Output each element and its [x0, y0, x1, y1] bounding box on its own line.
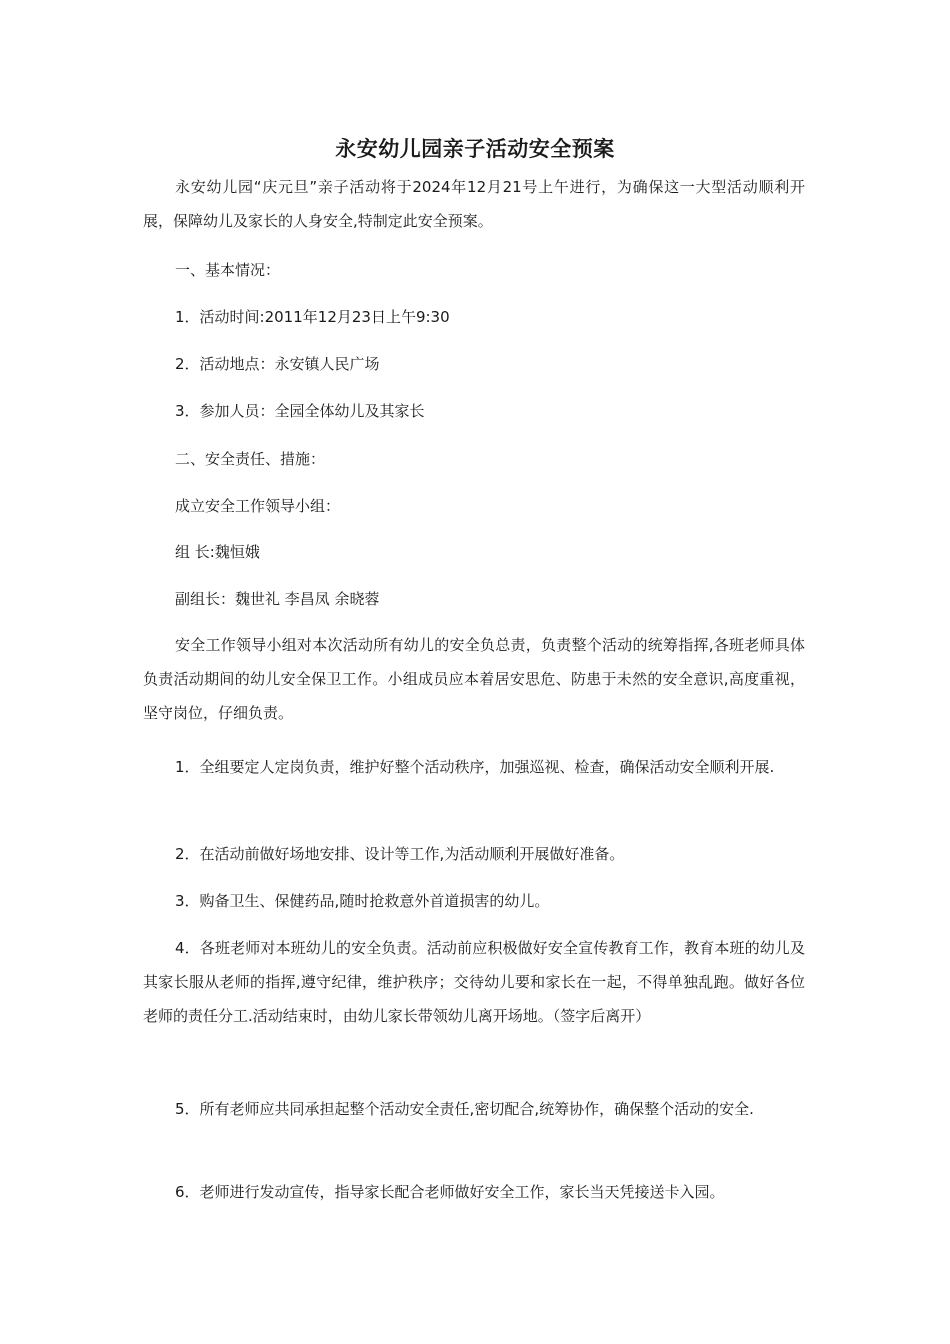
- measure-item-3: 3．购备卫生、保健药品,随时抢救意外首道损害的幼儿。: [175, 892, 550, 910]
- intro-paragraph: 永安幼儿园“庆元旦”亲子活动将于2024年12月21号上午进行，为确保这一大型活动顺利开展，保障幼儿及家长的人身安全,特制定此安全预案。: [143, 178, 805, 230]
- group-vice-leaders: 副组长：魏世礼 李昌凤 余晓蓉: [175, 590, 380, 608]
- basic-item-time: 1．活动时间:2011年12月23日上午9:30: [175, 308, 450, 326]
- measure-item-5: 5．所有老师应共同承担起整个活动安全责任,密切配合,统筹协作，确保整个活动的安全.: [175, 1100, 754, 1118]
- measure-item-6: 6．老师进行发动宣传，指导家长配合老师做好安全工作，家长当天凭接送卡入园。: [175, 1183, 725, 1201]
- basic-item-participants: 3．参加人员：全园全体幼儿及其家长: [175, 402, 425, 420]
- measure-item-1: 1．全组要定人定岗负责，维护好整个活动秩序，加强巡视、检查，确保活动安全顺利开展.: [175, 758, 775, 776]
- group-leader: 组 长:魏恒娥: [175, 543, 260, 561]
- basic-item-location: 2．活动地点：永安镇人民广场: [175, 355, 380, 373]
- section-heading-basic: 一、基本情况：: [175, 261, 281, 279]
- group-heading: 成立安全工作领导小组：: [175, 497, 341, 515]
- responsibility-paragraph: 安全工作领导小组对本次活动所有幼儿的安全负总责，负责整个活动的统筹指挥,各班老师具体负责活动期间的幼儿安全保卫工作。小组成员应本着居安思危、防患于未然的安全意识,高度重视，坚守岗位，仔细负责。: [143, 636, 805, 722]
- document-title: 永安幼儿园亲子活动安全预案: [335, 137, 615, 161]
- section-heading-safety: 二、安全责任、措施：: [175, 450, 326, 468]
- measure-item-2: 2．在活动前做好场地安排、设计等工作,为活动顺利开展做好准备。: [175, 845, 625, 863]
- measure-item-4: 4．各班老师对本班幼儿的安全负责。活动前应积极做好安全宣传教育工作，教育本班的幼儿及其家长服从老师的指挥,遵守纪律，维护秩序；交待幼儿要和家长在一起，不得单独乱跑。做好各位老师的责任分工.活动结束时，由幼儿家长带领幼儿离开场地。（签字后离开）: [143, 939, 805, 1025]
